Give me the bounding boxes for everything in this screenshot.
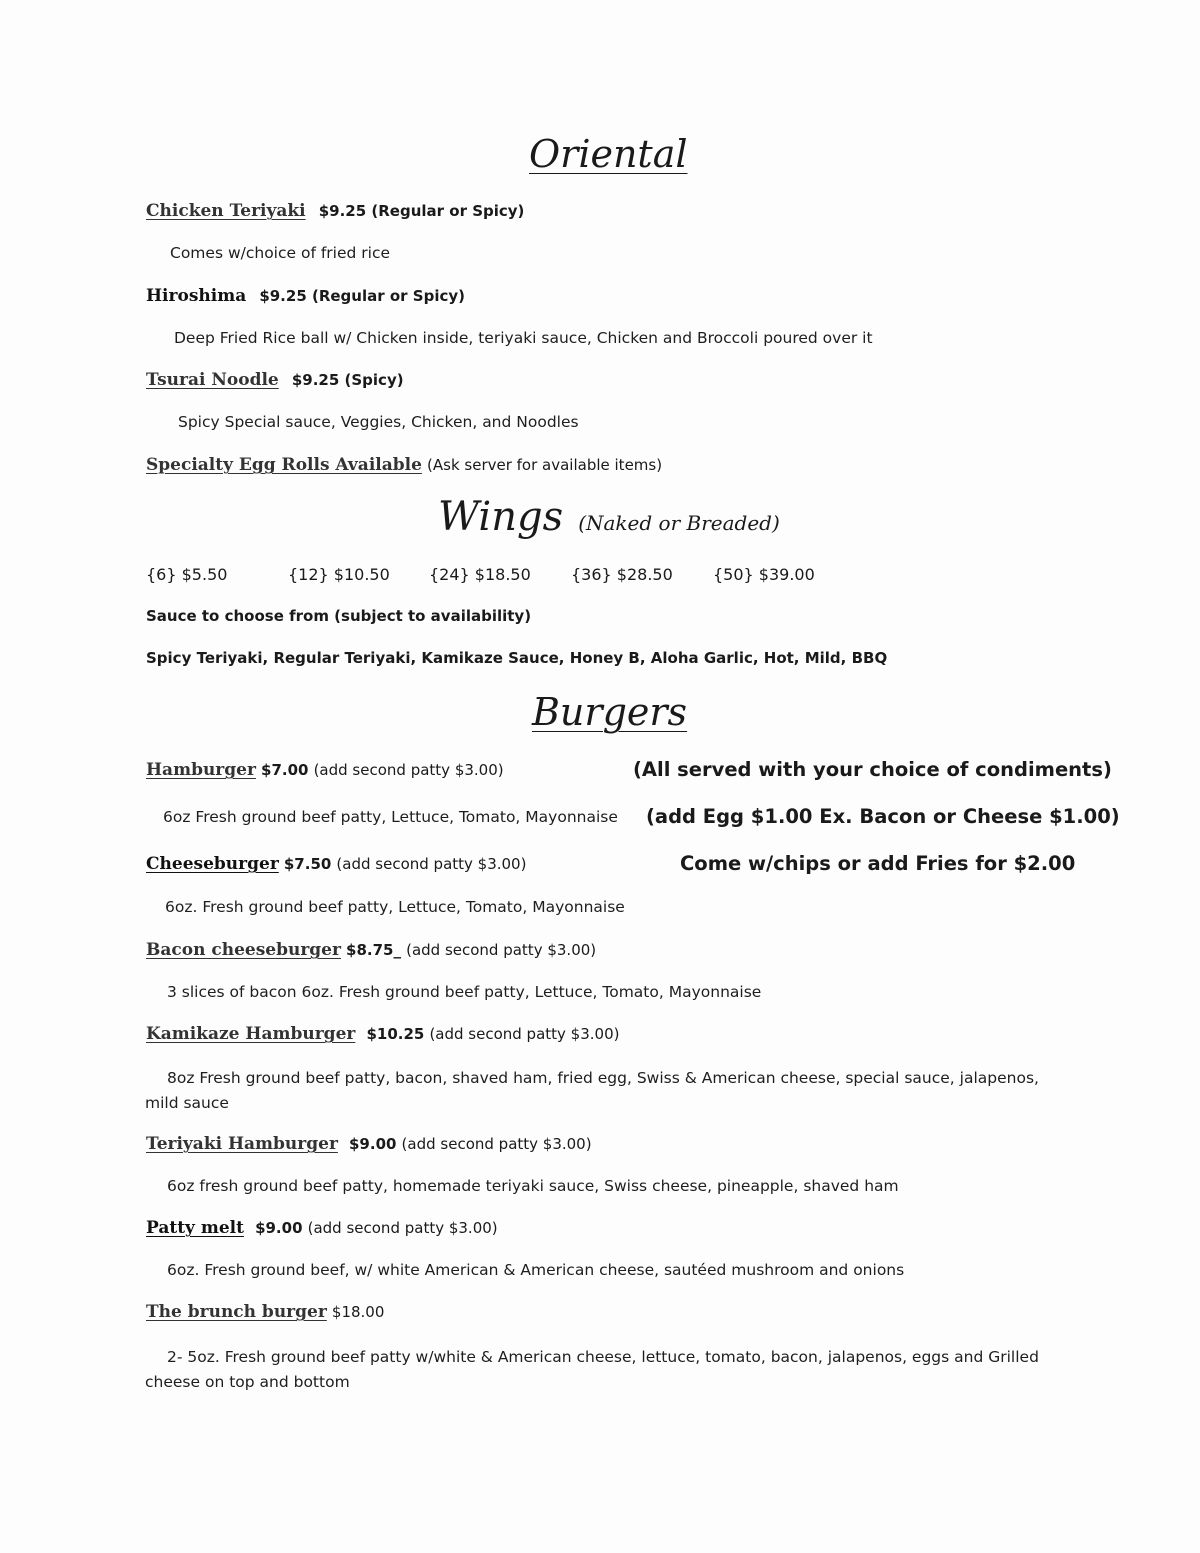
item-name: Hiroshima xyxy=(146,286,247,306)
sauce-title: Sauce to choose from (subject to availability) xyxy=(146,607,532,625)
menu-item-chicken-teriyaki xyxy=(146,201,524,221)
item-price: $9.25 (Spicy) xyxy=(291,371,404,389)
item-name: Specialty Egg Rolls Available xyxy=(146,455,422,475)
item-price: $8.75_ xyxy=(346,941,401,959)
menu-item-hamburger xyxy=(146,760,504,780)
item-note: (add second patty $3.00) xyxy=(401,1135,592,1153)
item-description: Spicy Special sauce, Veggies, Chicken, and Noodles xyxy=(178,413,579,431)
menu-item-bacon-cheeseburger xyxy=(146,940,596,960)
menu-item-cheeseburger xyxy=(146,854,526,874)
item-note: (add second patty $3.00) xyxy=(313,761,504,779)
burgers-heading: Burgers xyxy=(532,690,688,734)
menu-item-tsurai-noodle xyxy=(146,370,404,390)
wing-price-6: {6} $5.50 xyxy=(146,565,228,584)
side-note-fries: Come w/chips or add Fries for $2.00 xyxy=(680,852,1076,875)
item-price: $9.25 (Regular or Spicy) xyxy=(318,202,525,220)
item-description: 6oz. Fresh ground beef, w/ white American & American cheese, sautéed mushroom and onions xyxy=(167,1261,905,1279)
item-name: Kamikaze Hamburger xyxy=(146,1024,356,1044)
menu-item-teriyaki-hamburger xyxy=(146,1134,592,1154)
item-note: (add second patty $3.00) xyxy=(336,855,527,873)
item-price: $7.50 xyxy=(283,855,332,873)
wings-heading-block xyxy=(438,494,780,540)
item-description: 2- 5oz. Fresh ground beef patty w/white & American cheese, lettuce, tomato, bacon, jalapenos, eggs and Grilled cheese on top and bottom xyxy=(145,1348,1039,1391)
item-note: (Ask server for available items) xyxy=(427,456,663,474)
item-description: 6oz. Fresh ground beef patty, Lettuce, Tomato, Mayonnaise xyxy=(165,898,625,916)
wings-heading: Wings xyxy=(438,494,564,540)
item-name: The brunch burger xyxy=(146,1302,327,1322)
item-note: (add second patty $3.00) xyxy=(307,1219,498,1237)
item-price: $7.00 xyxy=(261,761,309,779)
item-note: (add second patty $3.00) xyxy=(406,941,597,959)
wing-price-12: {12} $10.50 xyxy=(288,565,390,584)
wing-price-24: {24} $18.50 xyxy=(429,565,531,584)
item-name: Patty melt xyxy=(146,1218,244,1238)
side-note-condiments: (All served with your choice of condiments) xyxy=(633,758,1112,781)
menu-item-kamikaze-hamburger xyxy=(146,1024,619,1044)
side-note-extras: (add Egg $1.00 Ex. Bacon or Cheese $1.00) xyxy=(646,805,1120,828)
item-description: 3 slices of bacon 6oz. Fresh ground beef patty, Lettuce, Tomato, Mayonnaise xyxy=(167,983,762,1001)
item-price: $9.00 xyxy=(255,1219,303,1237)
oriental-heading: Oriental xyxy=(529,132,688,176)
item-description: Deep Fried Rice ball w/ Chicken inside, teriyaki sauce, Chicken and Broccoli poured over it xyxy=(174,329,873,347)
item-price: $9.00 xyxy=(349,1135,397,1153)
item-description: 6oz Fresh ground beef patty, Lettuce, Tomato, Mayonnaise xyxy=(163,808,618,826)
wing-price-36: {36} $28.50 xyxy=(571,565,673,584)
item-description: Comes w/choice of fried rice xyxy=(170,244,391,262)
sauce-list: Spicy Teriyaki, Regular Teriyaki, Kamikaze Sauce, Honey B, Aloha Garlic, Hot, Mild, BBQ xyxy=(146,649,888,667)
item-price: $10.25 xyxy=(366,1025,425,1043)
wing-price-50: {50} $39.00 xyxy=(713,565,815,584)
item-name: Teriyaki Hamburger xyxy=(146,1134,338,1154)
item-name: Hamburger xyxy=(146,760,256,780)
item-name: Bacon cheeseburger xyxy=(146,940,341,960)
item-description: 6oz fresh ground beef patty, homemade teriyaki sauce, Swiss cheese, pineapple, shaved ham xyxy=(167,1177,899,1195)
menu-item-egg-rolls xyxy=(146,455,662,475)
menu-item-hiroshima xyxy=(146,286,465,306)
item-description: 8oz Fresh ground beef patty, bacon, shaved ham, fried egg, Swiss & American cheese, special sauce, jalapenos, mild sauce xyxy=(145,1069,1039,1112)
menu-item-brunch-burger xyxy=(146,1302,384,1322)
item-price: $18.00 xyxy=(331,1303,385,1321)
item-note: (add second patty $3.00) xyxy=(429,1025,620,1043)
item-name: Cheeseburger xyxy=(146,854,279,874)
wings-subheading: (Naked or Breaded) xyxy=(578,511,780,535)
item-price: $9.25 (Regular or Spicy) xyxy=(259,287,465,305)
item-name: Chicken Teriyaki xyxy=(146,201,306,221)
menu-item-patty-melt xyxy=(146,1218,498,1238)
item-name: Tsurai Noodle xyxy=(146,370,279,390)
